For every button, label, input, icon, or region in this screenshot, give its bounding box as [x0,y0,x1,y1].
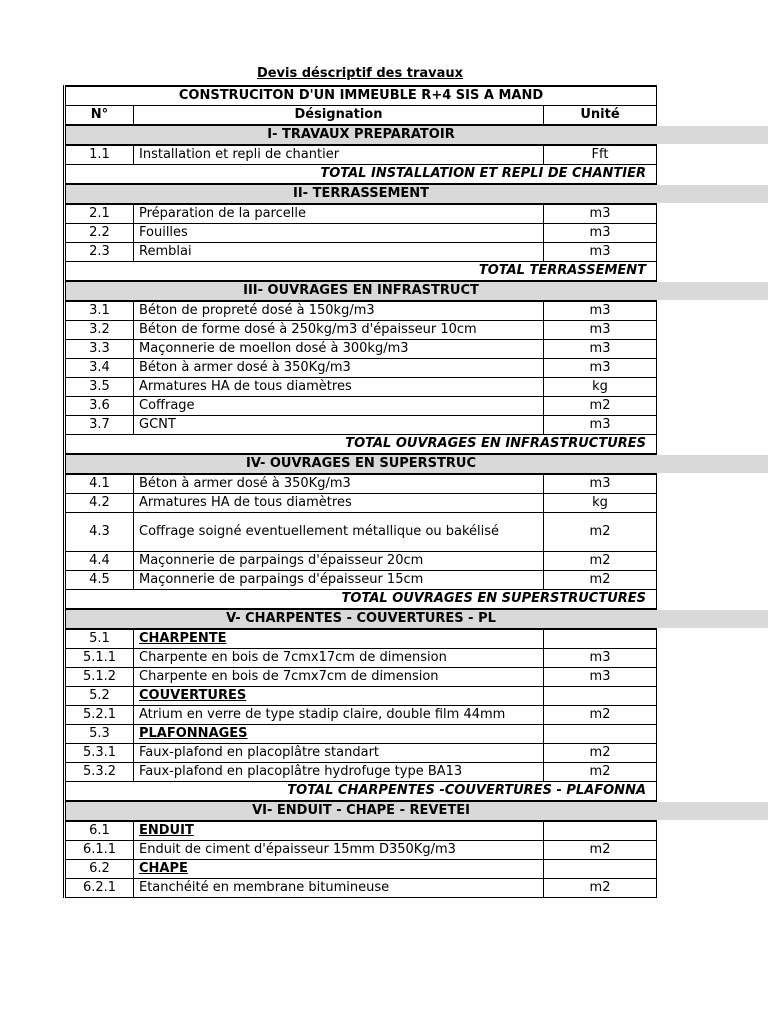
column-header-number: N° [65,106,134,126]
subsection-row [65,725,657,744]
item-number: 5.3.1 [65,744,134,763]
item-designation: Béton à armer dosé à 350Kg/m3 [134,359,544,378]
item-unit: m3 [544,224,657,243]
section-total-label: TOTAL OUVRAGES EN SUPERSTRUCTURES [65,590,657,610]
item-unit: m2 [544,397,657,416]
table-row [65,359,657,378]
subsection-row [65,821,657,841]
item-designation: Remblai [134,243,544,262]
item-designation: Coffrage [134,397,544,416]
item-unit: m2 [544,552,657,571]
item-unit [544,629,657,649]
item-designation: GCNT [134,416,544,435]
table-row [65,224,657,243]
section-total-label: TOTAL OUVRAGES EN INFRASTRUCTURES [65,435,657,455]
subsection-row [65,860,657,879]
item-designation: Atrium en verre de type stadip claire, double film 44mm [134,706,544,725]
item-unit: kg [544,378,657,397]
item-designation: Armatures HA de tous diamètres [134,378,544,397]
item-designation: Faux-plafond en placoplâtre hydrofuge type BA13 [134,763,544,782]
table-row [65,474,657,494]
item-unit: m3 [544,301,657,321]
section-total-row [65,435,657,455]
table-row [65,494,657,513]
section-header-row [65,184,657,204]
section-band-extension [655,126,768,144]
section-band-extension [655,610,768,628]
table-row [65,552,657,571]
item-designation: Béton à armer dosé à 350Kg/m3 [134,474,544,494]
table-row [65,649,657,668]
item-designation: Maçonnerie de moellon dosé à 300kg/m3 [134,340,544,359]
item-unit: m3 [544,649,657,668]
subsection-label: CHAPE [134,860,544,879]
item-number: 3.6 [65,397,134,416]
subsection-label: ENDUIT [134,821,544,841]
item-designation: Coffrage soigné eventuellement métallique ou bakélisé [134,513,544,552]
section-total-row [65,165,657,185]
table-row [65,378,657,397]
section-band-extension [655,455,768,473]
item-number: 4.1 [65,474,134,494]
item-number: 4.3 [65,513,134,552]
section-title: V- CHARPENTES - COUVERTURES - PL [65,609,657,629]
item-unit [544,687,657,706]
section-title: II- TERRASSEMENT [65,184,657,204]
project-title: CONSTRUCITON D'UN IMMEUBLE R+4 SIS A MAND [65,86,657,106]
table-row [65,301,657,321]
table-row [65,668,657,687]
item-designation: Etanchéité en membrane bitumineuse [134,879,544,898]
column-header-designation: Désignation [134,106,544,126]
subsection-label: CHARPENTE [134,629,544,649]
item-number: 1.1 [65,145,134,165]
item-unit: m3 [544,340,657,359]
item-designation: Béton de propreté dosé à 150kg/m3 [134,301,544,321]
item-designation: Enduit de ciment d'épaisseur 15mm D350Kg/m3 [134,841,544,860]
item-unit: m3 [544,668,657,687]
item-unit: kg [544,494,657,513]
table-row [65,763,657,782]
item-designation: Faux-plafond en placoplâtre standart [134,744,544,763]
item-unit: m2 [544,706,657,725]
table-row [65,145,657,165]
project-row [65,86,657,106]
table-row [65,397,657,416]
item-number: 5.2 [65,687,134,706]
section-total-label: TOTAL TERRASSEMENT [65,262,657,282]
item-number: 5.1 [65,629,134,649]
item-unit: m3 [544,416,657,435]
section-title: I- TRAVAUX PREPARATOIR [65,125,657,145]
column-header-unit: Unité [544,106,657,126]
table-row [65,340,657,359]
section-total-row [65,262,657,282]
subsection-row [65,629,657,649]
item-number: 3.1 [65,301,134,321]
quote-table [63,85,657,898]
item-number: 6.1 [65,821,134,841]
item-unit [544,821,657,841]
item-unit: m3 [544,243,657,262]
item-number: 5.3.2 [65,763,134,782]
section-header-row [65,125,657,145]
item-unit: m3 [544,474,657,494]
section-band-extension [655,802,768,820]
subsection-label: COUVERTURES [134,687,544,706]
item-unit: m2 [544,571,657,590]
item-unit [544,860,657,879]
subsection-row [65,687,657,706]
item-number: 5.2.1 [65,706,134,725]
section-header-row [65,281,657,301]
item-unit: m3 [544,359,657,378]
item-number: 3.5 [65,378,134,397]
section-total-row [65,590,657,610]
quote-sheet [63,85,768,955]
item-designation: Installation et repli de chantier [134,145,544,165]
item-unit: m3 [544,204,657,224]
table-row [65,243,657,262]
item-designation: Maçonnerie de parpaings d'épaisseur 20cm [134,552,544,571]
table-row [65,204,657,224]
table-row [65,706,657,725]
item-designation: Charpente en bois de 7cmx17cm de dimension [134,649,544,668]
item-number: 5.1.1 [65,649,134,668]
item-designation: Fouilles [134,224,544,243]
item-number: 5.3 [65,725,134,744]
item-number: 2.2 [65,224,134,243]
section-title: IV- OUVRAGES EN SUPERSTRUC [65,454,657,474]
item-designation: Charpente en bois de 7cmx7cm de dimension [134,668,544,687]
table-row [65,416,657,435]
section-header-row [65,609,657,629]
section-band-extension [655,185,768,203]
section-header-row [65,454,657,474]
item-number: 2.3 [65,243,134,262]
item-designation: Maçonnerie de parpaings d'épaisseur 15cm [134,571,544,590]
item-number: 4.5 [65,571,134,590]
item-number: 6.2.1 [65,879,134,898]
table-row [65,571,657,590]
subsection-label: PLAFONNAGES [134,725,544,744]
item-unit: m2 [544,879,657,898]
item-unit: m2 [544,744,657,763]
item-unit: m2 [544,763,657,782]
item-designation: Préparation de la parcelle [134,204,544,224]
section-total-label: TOTAL CHARPENTES -COUVERTURES - PLAFONNA [65,782,657,802]
item-number: 3.7 [65,416,134,435]
item-number: 6.1.1 [65,841,134,860]
table-row [65,513,657,552]
item-number: 2.1 [65,204,134,224]
section-band-extension [655,282,768,300]
section-title: VI- ENDUIT - CHAPE - REVETEI [65,801,657,821]
section-total-label: TOTAL INSTALLATION ET REPLI DE CHANTIER [65,165,657,185]
item-unit: m2 [544,513,657,552]
table-row [65,321,657,340]
section-header-row [65,801,657,821]
item-number: 6.2 [65,860,134,879]
item-unit: m3 [544,321,657,340]
section-total-row [65,782,657,802]
document-title: Devis déscriptif des travaux [256,66,464,81]
header-row [65,106,657,126]
item-number: 5.1.2 [65,668,134,687]
item-number: 4.2 [65,494,134,513]
table-row [65,879,657,898]
item-unit [544,725,657,744]
item-designation: Armatures HA de tous diamètres [134,494,544,513]
table-row [65,841,657,860]
item-designation: Béton de forme dosé à 250kg/m3 d'épaisseur 10cm [134,321,544,340]
item-number: 4.4 [65,552,134,571]
item-number: 3.3 [65,340,134,359]
table-row [65,744,657,763]
item-number: 3.4 [65,359,134,378]
item-number: 3.2 [65,321,134,340]
item-unit: Fft [544,145,657,165]
section-title: III- OUVRAGES EN INFRASTRUCT [65,281,657,301]
item-unit: m2 [544,841,657,860]
